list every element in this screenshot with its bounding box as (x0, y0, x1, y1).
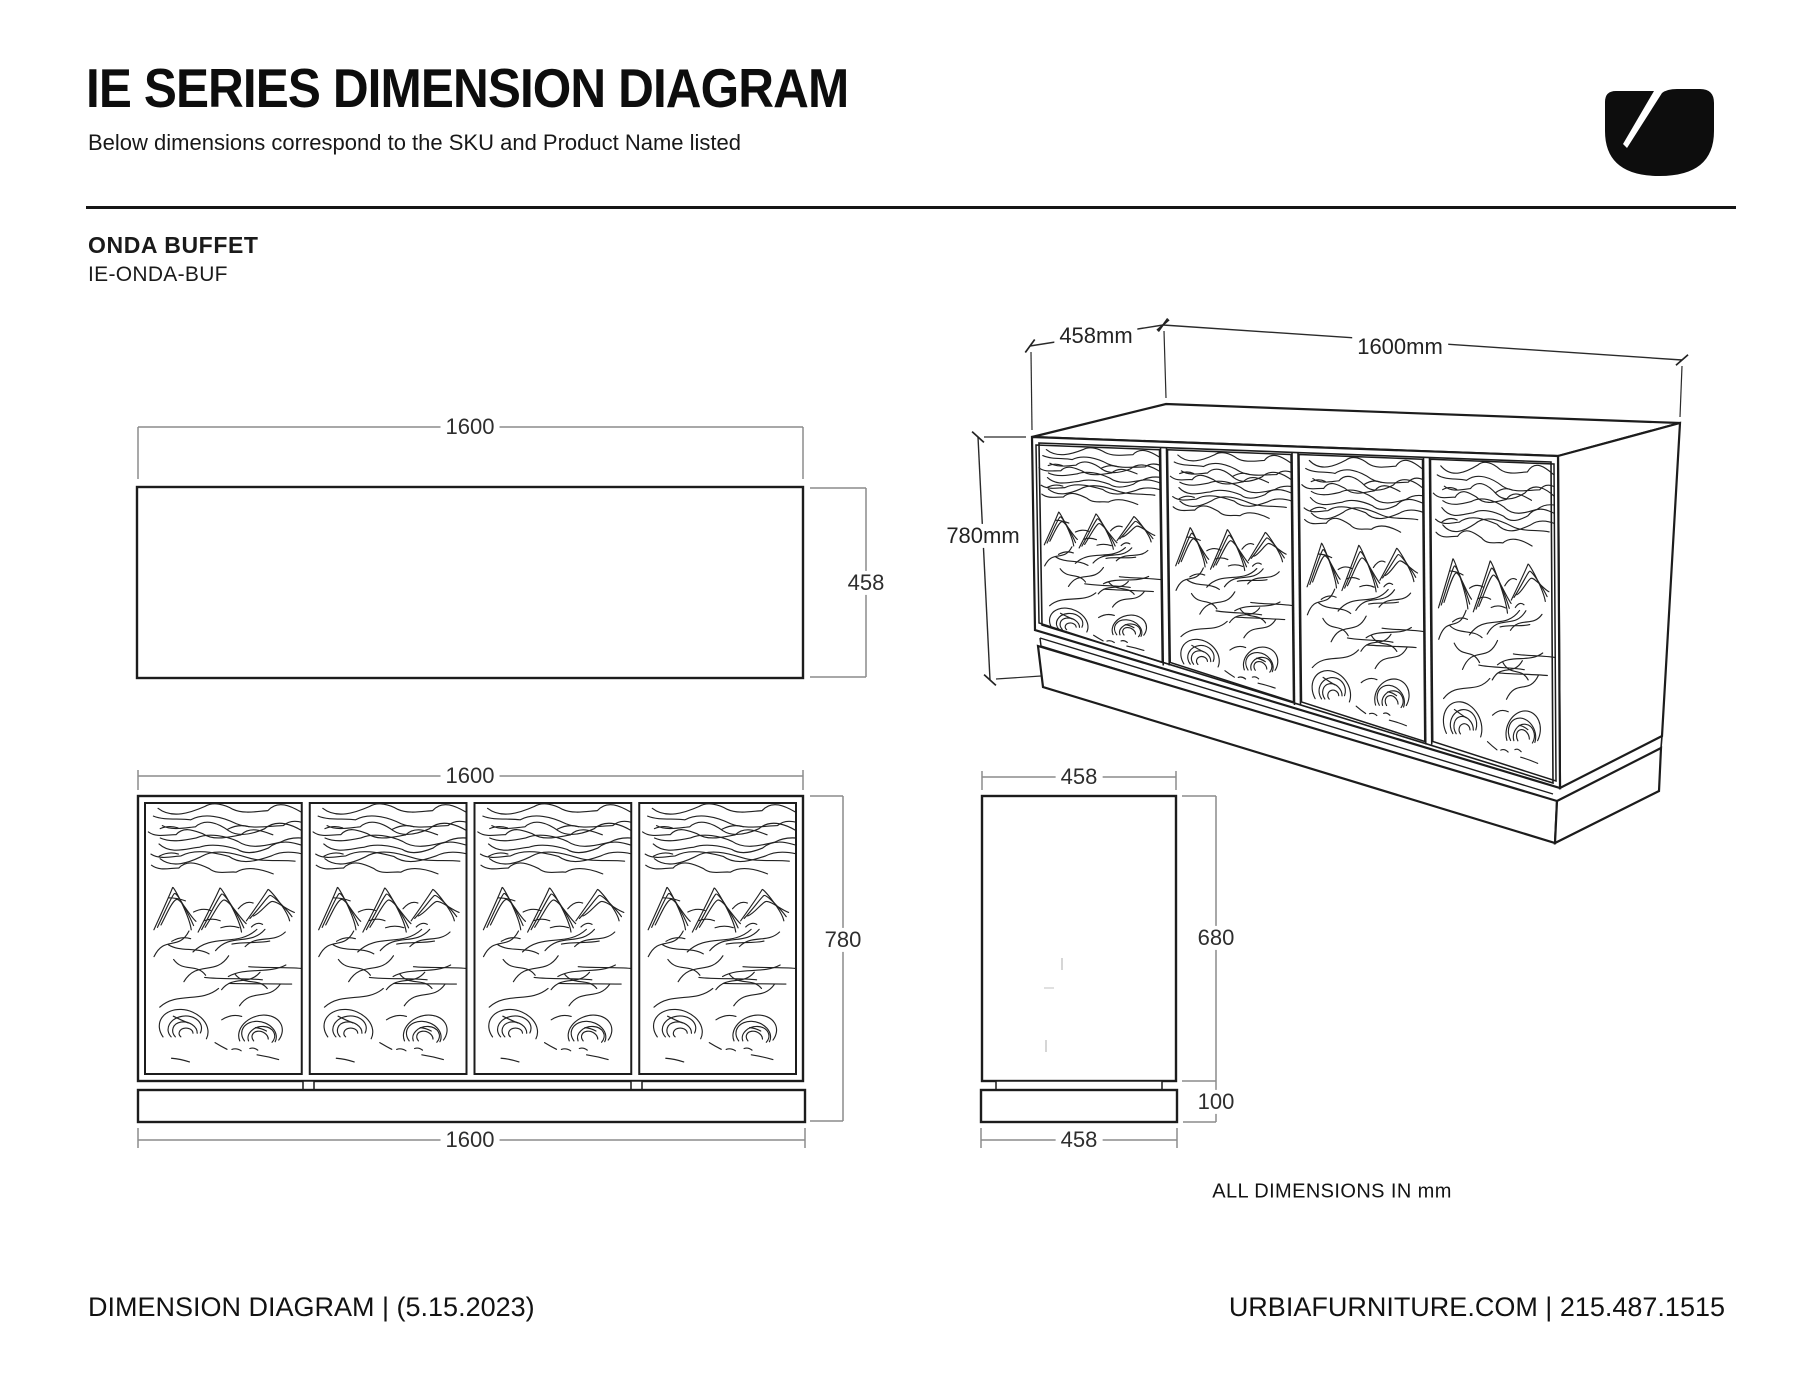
side-view-drawing (981, 771, 1216, 1148)
dim-label-topview-width: 1600 (441, 415, 500, 439)
footer-contact-info: URBIAFURNITURE.COM | 215.487.1515 (1228, 1292, 1725, 1322)
units-note: ALL DIMENSIONS IN mm (1212, 1180, 1452, 1203)
dim-label-persp-depth: 458mm (1054, 324, 1137, 348)
dim-label-front-height: 780 (820, 928, 867, 952)
dim-label-side-width-bottom: 458 (1056, 1128, 1103, 1152)
dim-label-front-width-top: 1600 (441, 764, 500, 788)
front-view-drawing (138, 770, 843, 1148)
dim-label-persp-height: 780mm (941, 524, 1024, 548)
footer-document-info: DIMENSION DIAGRAM | (5.15.2023) (88, 1292, 535, 1322)
top-view-drawing (137, 427, 866, 678)
page-subtitle: Below dimensions correspond to the SKU and Product Name listed (88, 130, 742, 155)
dim-label-side-width-top: 458 (1056, 765, 1103, 789)
dim-label-front-width-bottom: 1600 (441, 1128, 500, 1152)
dim-label-side-body-height: 680 (1193, 926, 1240, 950)
dim-label-persp-width: 1600mm (1352, 335, 1448, 359)
dim-label-side-base-height: 100 (1193, 1090, 1240, 1114)
dim-label-topview-depth: 458 (843, 571, 890, 595)
product-name: ONDA BUFFET (88, 232, 259, 258)
page-title: IE SERIES DIMENSION DIAGRAM (86, 57, 849, 119)
product-sku: IE-ONDA-BUF (88, 263, 228, 286)
